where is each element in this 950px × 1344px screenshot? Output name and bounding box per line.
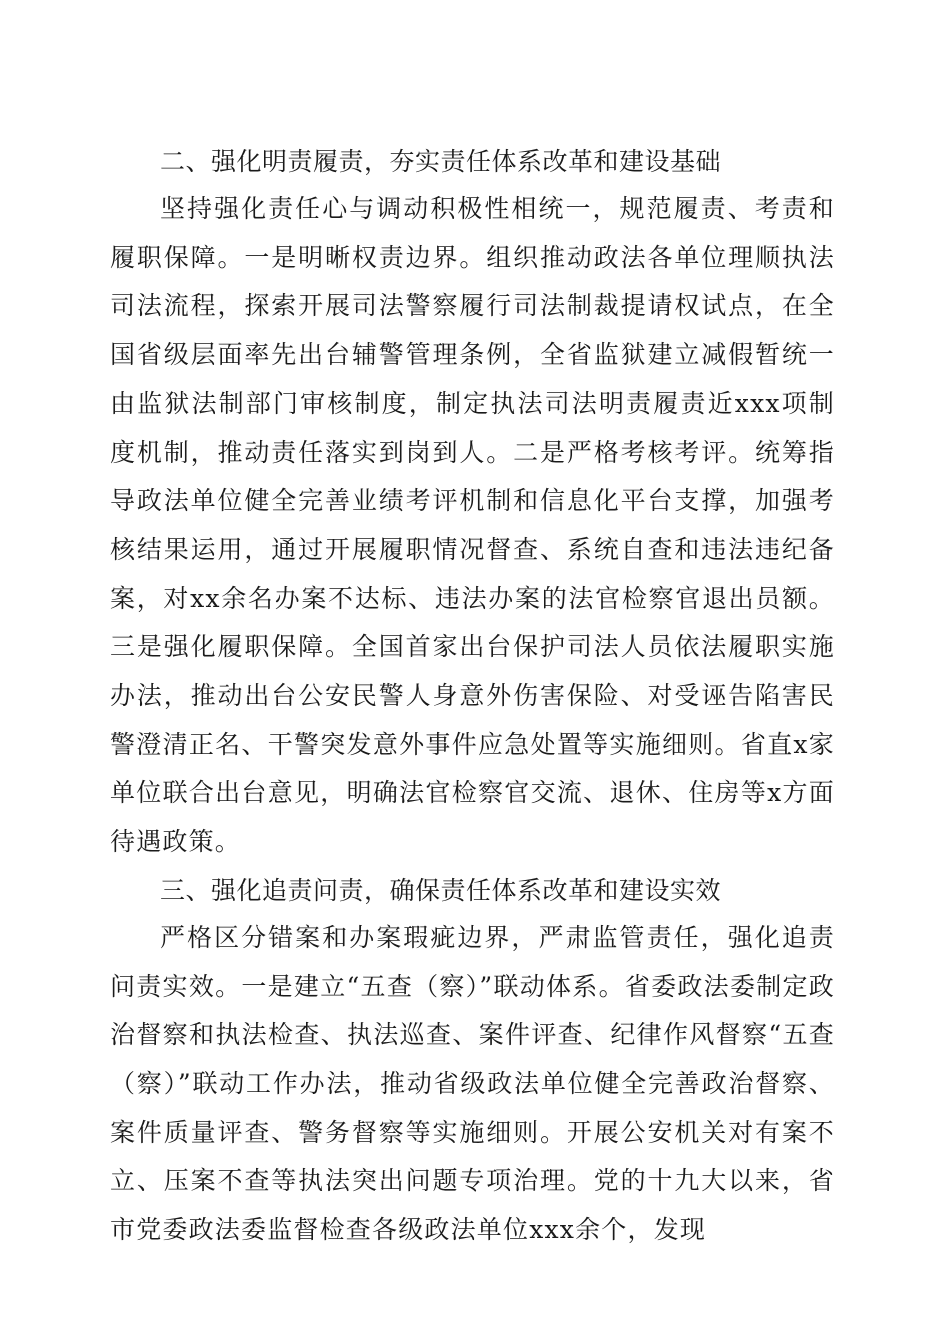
document-page — [110, 138, 835, 1255]
section-3-heading: 三、强化追责问责，确保责任体系改革和建设实效 — [160, 875, 722, 905]
section-3-paragraph: 严格区分错案和办案瑕疵边界，严肃监管责任，强化追责问责实效。一是建立“五查（察）”联动体系。省委政法委制定政治督察和执法检查、执法巡查、案件评查、纪律作风督察“五查（察）”联动工作办法，推动省级政法单位健全完善政治督察、案件质量评查、警务督察等实施细则。开展公安机关对有案不立、压案不查等执法突出问题专项治理。党的十九大以来，省市党委政法委监督检查各级政法单位xxx余个，发现 — [110, 922, 835, 1245]
section-2-paragraph: 坚持强化责任心与调动积极性相统一，规范履责、考责和履职保障。一是明晰权责边界。组织推动政法各单位理顺执法司法流程，探索开展司法警察履行司法制裁提请权试点，在全国省级层面率先出台辅警管理条例，全省监狱建立减假暂统一由监狱法制部门审核制度，制定执法司法明责履责近xxx项制度机制，推动责任落实到岗到人。二是严格考核考评。统筹指导政法单位健全完善业绩考评机制和信息化平台支撑，加强考核结果运用，通过开展履职情况督查、系统自查和违法违纪备案，对xx余名办案不达标、违法办案的法官检察官退出员额。三是强化履职保障。全国首家出台保护司法人员依法履职实施办法，推动出台公安民警人身意外伤害保险、对受诬告陷害民警澄清正名、干警突发意外事件应急处置等实施细则。省直x家单位联合出台意见，明确法官检察官交流、退休、住房等x方面待遇政策。 — [110, 194, 835, 857]
section-2-heading: 二、强化明责履责，夯实责任体系改革和建设基础 — [160, 147, 722, 176]
